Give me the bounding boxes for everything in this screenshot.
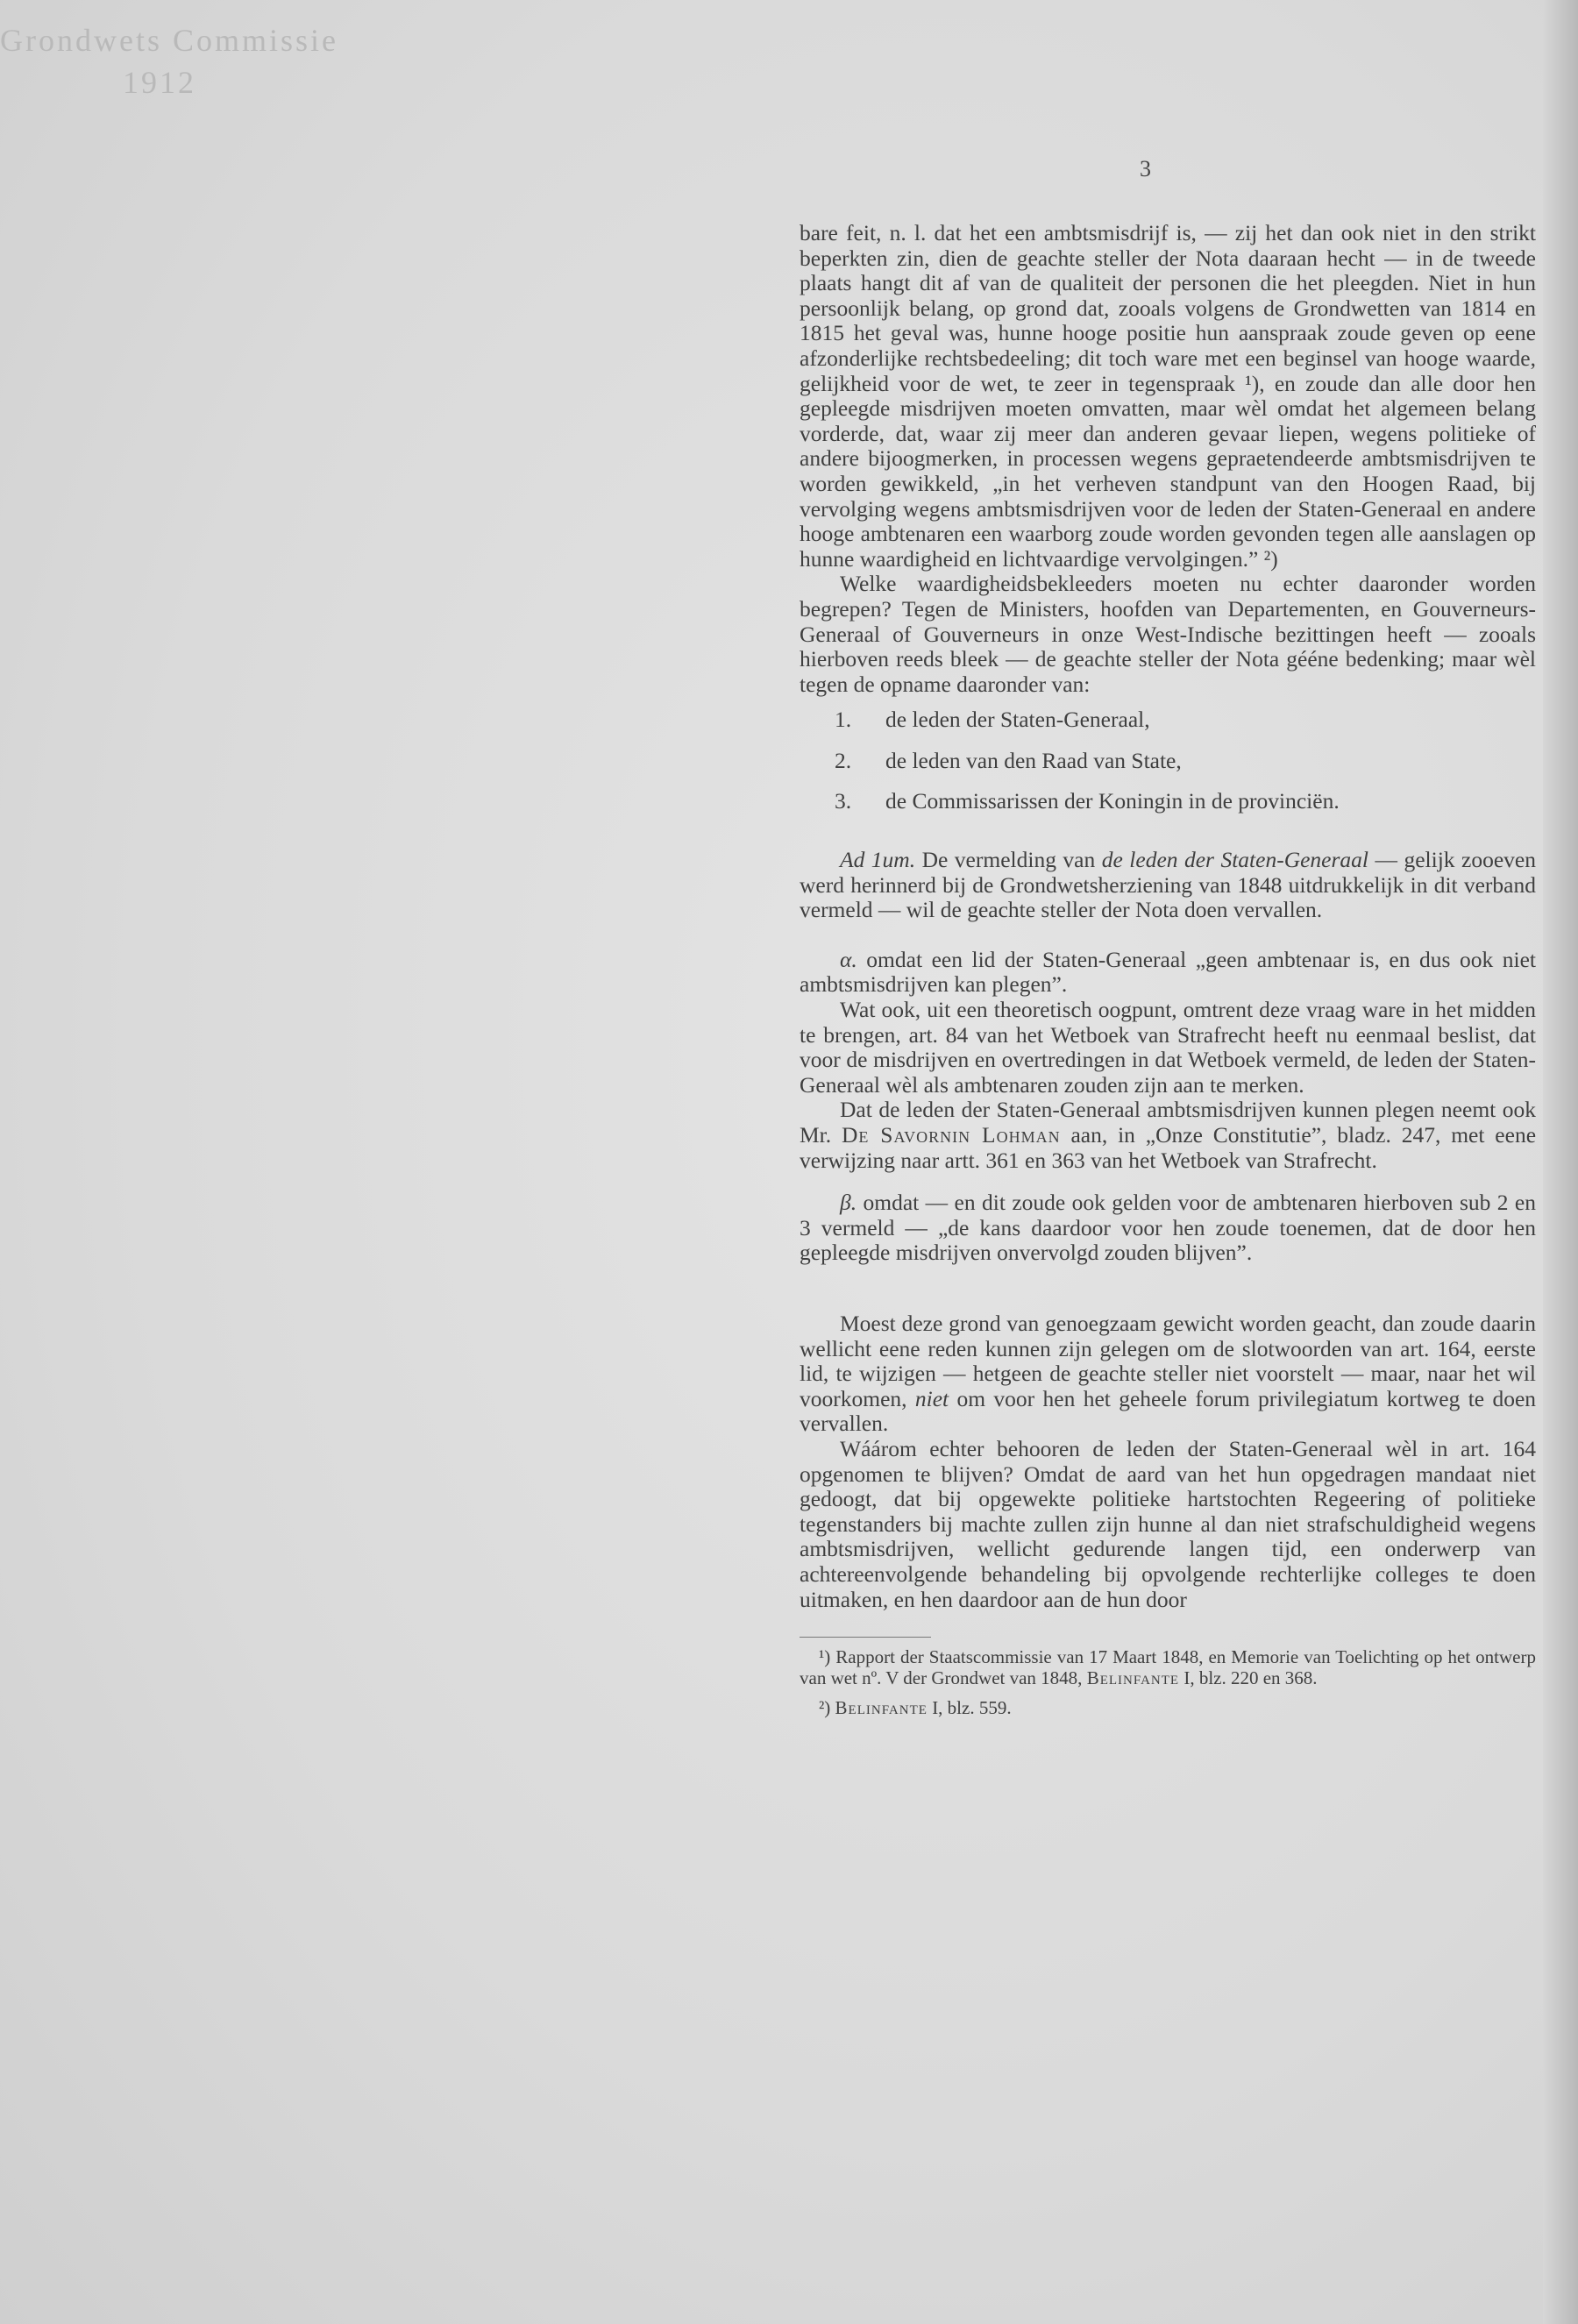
footnote-2 [800,1697,1536,1718]
paragraph-1: bare feit, n. l. dat het een ambtsmisdrijf is, — zij het dan ook niet in den strikt beperkten zin, dien de geachte steller der Nota daaraan hecht — in de tweede plaats hangt dit af van de qualiteit der personen die het pleegden. Niet in hun persoonlijk belang, op grond dat, zooals volgens de Grondwetten van 1814 en 1815 het geval was, hunne hooge positie hun aanspraak zoude geven op eene afzonderlijke rechtsbedeeling; dit toch ware met een beginsel van hooge waarde, gelijkheid voor de wet, te zeer in tegenspraak ¹), en zoude dan alle door hen gepleegde misdrijven moeten omvatten, maar wèl omdat het algemeen belang vorderde, dat, waar zij meer dan anderen gevaar liepen, wegens politieke of andere bijoogmerken, in processen wegens gepraetendeerde ambtsmisdrijven te worden gewikkeld, „in het verheven standpunt van den Hoogen Raad, bij vervolging wegens ambtsmisdrijven voor de leden der Staten-Generaal en andere hooge ambtenaren een waarborg zoude worden gevonden tegen alle aanslagen op hunne waardigheid en lichtvaardige vervolgingen.” ²) [800,220,1536,572]
ad-1um-italic: de leden der Staten-Generaal [1101,847,1369,873]
footnote-1-a: Rapport der Staatscommissie van 17 Maart 1848, en Memorie van Toelichting op het ontwerp van wet nº. V der Grondwet van 1848, [800,1646,1536,1689]
footnote-1-name: Belinfante [1086,1667,1180,1689]
beta-paragraph [800,1190,1536,1266]
list-text: de Commissarissen der Koningin in de provinciën. [885,788,1340,814]
author-name: De Savornin Lohman [842,1122,1061,1148]
paragraph-5-a: Moest deze grond van genoegzaam gewicht worden geacht, dan zoude daarin wellicht eene reden kunnen zijn gelegen om de slotwoorden van art. 164, eerste lid, te wijzigen — hetgeen de geachte steller niet voorstelt — maar, naar het wil voorkomen, [800,1310,1536,1411]
ad-1um-lead: Ad 1um. [840,847,916,873]
beta-text: omdat — en dit zoude ook gelden voor de ambtenaren hierboven sub 2 en 3 vermeld — „de kans daardoor voor hen zoude toenemen, dat de door hen gepleegde misdrijven onvervolgd zouden blijven”. [800,1190,1537,1266]
faded-stamp [0,19,338,103]
paragraph-5 [800,1311,1536,1437]
list-text: de leden der Staten-Generaal, [885,707,1150,733]
paragraph-4-a: Dat de leden der Staten-Generaal ambtsmisdrijven kunnen plegen neemt ook Mr. [800,1097,1536,1148]
footnote-1 [800,1646,1536,1688]
footnote-2-marker: ²) [819,1697,831,1719]
footnote-divider [800,1637,931,1638]
list-number: 2. [835,747,852,773]
list-item [800,749,1536,774]
paragraph-2: Welke waardigheidsbekleeders moeten nu echter daaronder worden begrepen? Tegen de Ministers, hoofden van Departementen, en Gouverneurs-Generaal of Gouverneurs in onze West-Indische bezittingen heeft — zooals hierboven reeds bleek — de geachte steller der Nota gééne bedenking; maar wèl tegen de opname daaronder van: [800,571,1536,697]
paragraph-4-b: aan, in „Onze Constitutie”, bladz. 247, met eene verwijzing naar artt. 361 en 363 van het Wetboek van Strafrecht. [800,1122,1537,1173]
stamp-line-1: Grondwets Commissie [0,23,338,58]
list-text: de leden van den Raad van State, [885,747,1182,773]
paragraph-3: Wat ook, uit een theoretisch oogpunt, omtrent deze vraag ware in het midden te brengen, art. 84 van het Wetboek van Strafrecht heeft nu eenmaal beslist, dat voor de misdrijven en overtredingen in dat Wetboek vermeld, de leden der Staten-Generaal wèl als ambtenaren zouden zijn aan te merken. [800,997,1536,1098]
text-column [800,221,1536,1727]
list-item [800,789,1536,814]
paragraph-5-italic: niet [914,1385,949,1411]
enumerated-list [800,707,1536,814]
page-number: 3 [1140,156,1151,181]
list-number: 1. [835,707,852,733]
paragraph-5-b: om voor hen het geheele forum privilegiatum kortweg te doen vervallen. [800,1385,1537,1437]
paragraph-6: Wáárom echter behooren de leden der Staten-Generaal wèl in art. 164 opgenomen te blijven? Omdat de aard van het hun opgedragen mandaat niet gedoogt, dat bij opgewekte politieke hartstochten Regeering of politieke tegenstanders bij machte zullen zijn hunne al dan niet strafschuldigheid wegens ambtsmisdrijven, wellicht gedurende langen tijd, een onderwerp van achtereenvolgende behandeling bij opvolgende rechterlijke colleges te doen uitmaken, en hen daardoor aan de hun door [800,1435,1536,1612]
beta-marker: β. [840,1190,857,1216]
footnotes [800,1646,1536,1718]
alpha-text: omdat een lid der Staten-Generaal „geen ambtenaar is, en dus ook niet ambtsmisdrijven kan plegen”. [800,946,1536,998]
ad-1um-text-a: De vermelding van [921,847,1096,873]
alpha-paragraph [800,948,1536,998]
footnote-2-name: Belinfante [835,1697,928,1719]
ad-1um-text-b: — gelijk zooeven werd herinnerd bij de Grondwetsherziening van 1848 uitdrukkelijk in dit verband vermeld — wil de geachte steller der Nota doen vervallen. [800,847,1536,923]
page-edge-shadow [1543,0,1578,2324]
ad-1um-paragraph [800,848,1536,923]
footnote-2-b: I, blz. 559. [932,1697,1012,1719]
footnote-1-marker: ¹) [819,1646,831,1668]
footnote-1-b: I, blz. 220 en 368. [1184,1667,1318,1689]
alpha-marker: α. [840,946,857,972]
paragraph-4 [800,1098,1536,1173]
stamp-line-2: 1912 [123,65,196,100]
list-number: 3. [835,788,852,814]
list-item [800,707,1536,733]
